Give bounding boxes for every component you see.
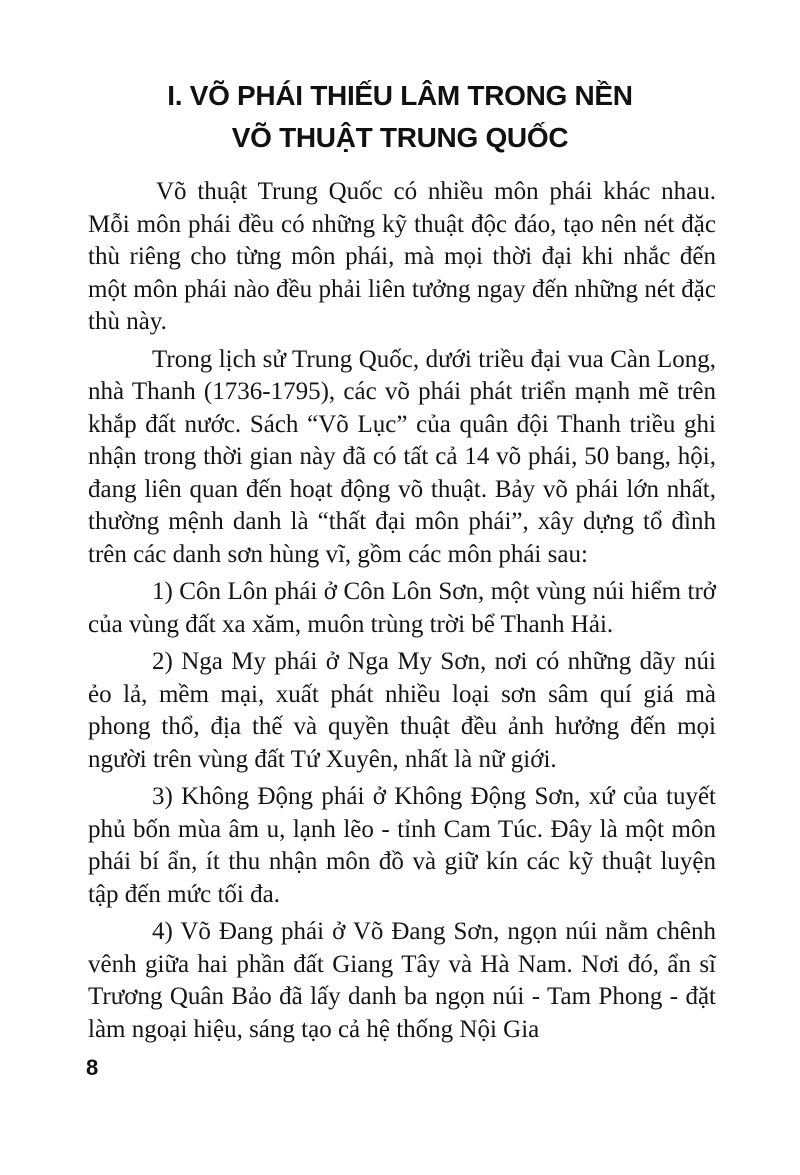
list-item-con-lon: 1) Côn Lôn phái ở Côn Lôn Sơn, một vùng núi hiểm trở của vùng đất xa xăm, muôn trùng trời bể Thanh Hải. xyxy=(88,578,716,638)
list-item-khong-dong: 3) Không Động phái ở Không Động Sơn, xứ của tuyết phủ bốn mùa âm u, lạnh lẽo - tỉnh Cam Túc. Đây là một môn phái bí ẩn, ít thu nhận môn đồ và giữ kín các kỹ thuật luyện tập đến mức tối đa. xyxy=(88,783,716,908)
paragraph-intro: Võ thuật Trung Quốc có nhiều môn phái khác nhau. Mỗi môn phái đều có những kỹ thuật độc đáo, tạo nên nét đặc thù riêng cho từng môn phái, mà mọi thời đại khi nhắc đến một môn phái nào đều phải liên tưởng ngay đến những nét đặc thù này. xyxy=(88,178,716,335)
list-item-nga-my: 2) Nga My phái ở Nga My Sơn, nơi có những dãy núi ẻo lả, mềm mại, xuất phát nhiều loại sơn sâm quí giá mà phong thổ, địa thế và quyền thuật đều ảnh hưởng đến mọi người trên vùng đất Tứ Xuyên, nhất là nữ giới. xyxy=(88,648,716,773)
body-text xyxy=(88,176,716,1051)
page-number: 8 xyxy=(86,1055,99,1080)
chapter-title-line-2: VÕ THUẬT TRUNG QUỐC xyxy=(231,122,569,153)
chapter-title-line-1: I. VÕ PHÁI THIẾU LÂM TRONG NỀN xyxy=(167,80,633,111)
list-item-vo-dang: 4) Võ Đang phái ở Võ Đang Sơn, ngọn núi nằm chênh vênh giữa hai phần đất Giang Tây và Hà Nam. Nơi đó, ẩn sĩ Trương Quân Bảo đã lấy danh ba ngọn núi - Tam Phong - đặt làm ngoại hiệu, sáng tạo cả hệ thống Nội Gia xyxy=(88,918,716,1043)
paragraph-history: Trong lịch sử Trung Quốc, dưới triều đại vua Càn Long, nhà Thanh (1736-1795), các võ phái phát triển mạnh mẽ trên khắp đất nước. Sách “Võ Lục” của quân đội Thanh triều ghi nhận trong thời gian này đã có tất cả 14 võ phái, 50 bang, hội, đang liên quan đến hoạt động võ thuật. Bảy võ phái lớn nhất, thường mệnh danh là “thất đại môn phái”, xây dựng tổ đình trên các danh sơn hùng vĩ, gồm các môn phái sau: xyxy=(88,345,716,568)
